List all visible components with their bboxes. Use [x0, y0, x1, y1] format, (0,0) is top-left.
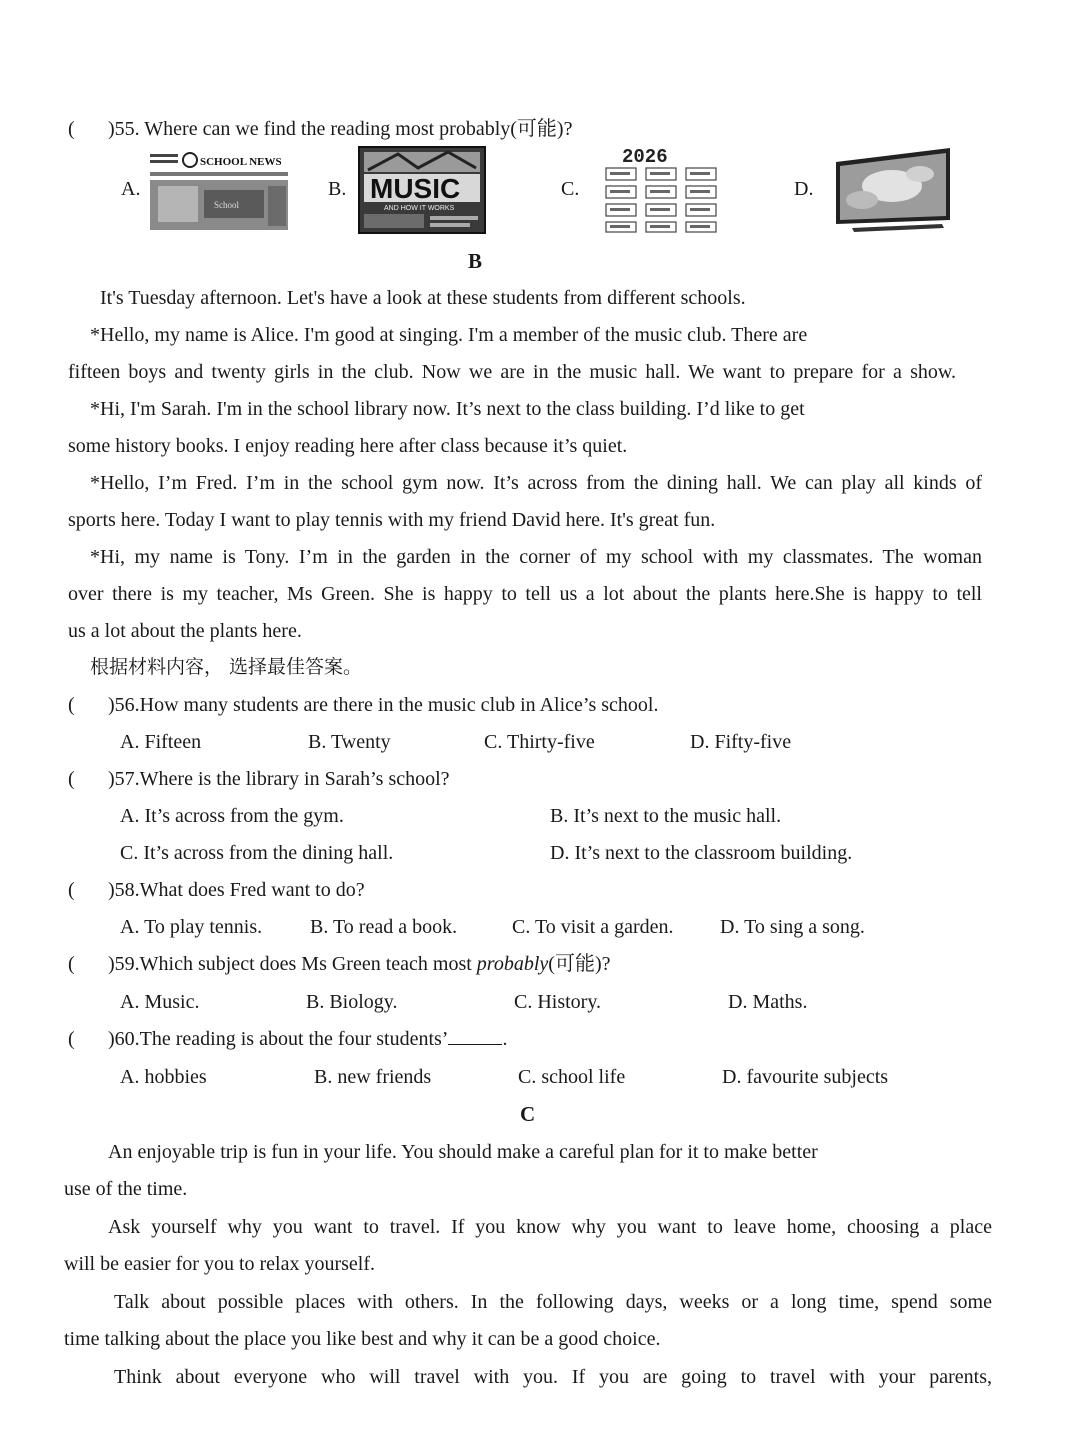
question-60-stem: )60.The reading is about the four students’ . — [108, 1028, 508, 1050]
q57-option-c[interactable]: C. It’s across from the dining hall. — [120, 842, 394, 864]
option-d-letter: D. — [794, 178, 814, 200]
q59-option-a[interactable]: A. Music. — [120, 991, 200, 1013]
alice-line-2: fifteen boys and twenty girls in the club. Now we are in the music hall. We want to prepare for a show. — [68, 361, 956, 383]
section-c-p1-line-2: use of the time. — [64, 1178, 188, 1200]
music-book-image[interactable] — [358, 146, 486, 234]
q57-option-b[interactable]: B. It’s next to the music hall. — [550, 805, 782, 827]
section-b-heading: B — [468, 249, 483, 273]
fred-line-1: *Hello, I’m Fred. I’m in the school gym now. It’s across from the dining hall. We can play all kinds of — [90, 472, 982, 494]
option-c-letter: C. — [561, 178, 580, 200]
tv-image[interactable] — [832, 144, 954, 234]
answer-paren[interactable]: ( — [68, 118, 75, 140]
answer-paren[interactable]: ( — [68, 768, 75, 790]
emphasis-probably: probably — [476, 953, 549, 975]
answer-paren[interactable]: ( — [68, 953, 75, 975]
section-c-heading: C — [520, 1102, 536, 1126]
question-59-stem: )59.Which subject does Ms Green teach most probably(可能)? — [108, 953, 611, 975]
section-b-intro: It's Tuesday afternoon. Let's have a look at these students from different schools. — [100, 287, 746, 309]
music-title: MUSIC — [370, 173, 461, 204]
answer-paren[interactable]: ( — [68, 1028, 75, 1050]
sarah-line-2: some history books. I enjoy reading here after class because it’s quiet. — [68, 435, 628, 457]
section-c-p1-line-1: An enjoyable trip is fun in your life. You should make a careful plan for it to make better — [108, 1141, 818, 1163]
q58-option-a[interactable]: A. To play tennis. — [120, 916, 263, 938]
question-56-stem: )56.How many students are there in the music club in Alice’s school. — [108, 694, 659, 716]
option-b-letter: B. — [328, 178, 347, 200]
section-c-p2-line-1: Ask yourself why you want to travel. If you know why you want to leave home, choosing a place — [108, 1216, 992, 1238]
q57-option-a[interactable]: A. It’s across from the gym. — [120, 805, 344, 827]
q57-option-d[interactable]: D. It’s next to the classroom building. — [550, 842, 853, 864]
option-a-letter: A. — [121, 178, 141, 200]
q60-option-a[interactable]: A. hobbies — [120, 1066, 207, 1088]
tony-line-1: *Hi, my name is Tony. I’m in the garden in the corner of my school with my classmates. The woman — [90, 546, 982, 568]
school-news-caption: School — [214, 200, 240, 210]
school-news-title: SCHOOL NEWS — [200, 156, 282, 168]
q60-option-d[interactable]: D. favourite subjects — [722, 1066, 889, 1088]
q59-option-d[interactable]: D. Maths. — [728, 991, 808, 1013]
calendar-2026-image[interactable] — [600, 146, 724, 234]
q60-option-c[interactable]: C. school life — [518, 1066, 626, 1088]
section-c-p2-line-2: will be easier for you to relax yourself. — [64, 1253, 376, 1275]
q59-option-b[interactable]: B. Biology. — [306, 991, 398, 1013]
sarah-line-1: *Hi, I'm Sarah. I'm in the school library now. It’s next to the class building. I’d like to get — [90, 398, 805, 420]
instruction-text: 根据材料内容， 选择最佳答案。 — [90, 656, 363, 678]
question-58-stem: )58.What does Fred want to do? — [108, 879, 365, 901]
q56-option-b[interactable]: B. Twenty — [308, 731, 391, 753]
q58-option-b[interactable]: B. To read a book. — [310, 916, 458, 938]
school-news-image[interactable] — [148, 150, 290, 232]
answer-blank[interactable] — [448, 1028, 502, 1045]
answer-paren[interactable]: ( — [68, 879, 75, 901]
q59-option-c[interactable]: C. History. — [514, 991, 602, 1013]
question-55-stem: )55. Where can we find the reading most probably(可能)? — [108, 118, 573, 140]
q58-option-c[interactable]: C. To visit a garden. — [512, 916, 674, 938]
q56-option-a[interactable]: A. Fifteen — [120, 731, 202, 753]
alice-line-1: *Hello, my name is Alice. I'm good at singing. I'm a member of the music club. There are — [90, 324, 808, 346]
music-subtitle: AND HOW IT WORKS — [384, 205, 455, 212]
q58-option-d[interactable]: D. To sing a song. — [720, 916, 865, 938]
calendar-year: 2026 — [622, 146, 668, 168]
section-c-p4-line-1: Think about everyone who will travel with you. If you are going to travel with your parents, — [114, 1366, 992, 1388]
q56-option-d[interactable]: D. Fifty-five — [690, 731, 792, 753]
answer-paren[interactable]: ( — [68, 694, 75, 716]
tony-line-2: over there is my teacher, Ms Green. She is happy to tell us a lot about the plants here.She is happy to tell — [68, 583, 982, 605]
question-57-stem: )57.Where is the library in Sarah’s school? — [108, 768, 450, 790]
section-c-p3-line-1: Talk about possible places with others. In the following days, weeks or a long time, spend some — [114, 1291, 992, 1313]
q56-option-c[interactable]: C. Thirty-five — [484, 731, 595, 753]
fred-line-2: sports here. Today I want to play tennis with my friend David here. It's great fun. — [68, 509, 716, 531]
tony-line-3: us a lot about the plants here. — [68, 620, 302, 642]
q60-option-b[interactable]: B. new friends — [314, 1066, 432, 1088]
section-c-p3-line-2: time talking about the place you like best and why it can be a good choice. — [64, 1328, 661, 1350]
